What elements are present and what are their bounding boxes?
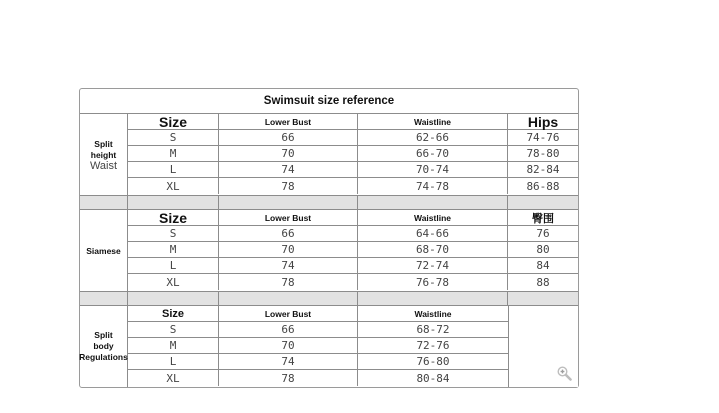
waist-cell: 80-84 <box>416 371 450 385</box>
header-row <box>128 306 508 322</box>
hips-cell: 88 <box>536 275 550 289</box>
table-row <box>128 258 578 274</box>
group-label-line: height <box>90 149 117 160</box>
header-lower-bust: Lower Bust <box>219 114 358 129</box>
group-label-waist: Waist <box>89 159 118 172</box>
group-label-split-height <box>80 114 128 196</box>
bust-cell: 78 <box>219 178 358 194</box>
table-row <box>128 322 508 338</box>
table-row <box>128 226 578 242</box>
hips-cell: 78-80 <box>526 147 560 160</box>
waist-cell: 74-78 <box>358 178 508 194</box>
table-row <box>128 354 508 370</box>
separator-row <box>80 195 578 210</box>
table-row <box>128 178 578 194</box>
header-row <box>128 210 578 226</box>
bust-cell: 78 <box>219 370 358 386</box>
size-cell: XL <box>128 178 219 194</box>
bust-cell: 74 <box>219 354 358 369</box>
header-waistline: Waistline <box>358 210 508 225</box>
size-reference-table <box>79 88 579 388</box>
section-split-height <box>80 114 578 196</box>
group-label-line: Regulations <box>79 352 128 362</box>
size-cell: M <box>128 338 219 353</box>
waist-cell: 76-78 <box>358 274 508 290</box>
group-label-line: Split <box>94 138 113 149</box>
size-cell: S <box>128 130 219 145</box>
hips-cell: 86-88 <box>526 179 560 193</box>
waist-cell: 72-76 <box>416 339 450 352</box>
bust-cell: 70 <box>219 338 358 353</box>
group-label-siamese <box>80 210 128 292</box>
waist-cell: 76-80 <box>416 355 450 368</box>
hips-cell: 82-84 <box>526 163 560 176</box>
waist-cell: 68-70 <box>358 242 508 257</box>
hips-cell: 80 <box>536 243 550 256</box>
group-label-line: body <box>93 341 114 351</box>
separator-row <box>80 291 578 306</box>
header-lower-bust: Lower Bust <box>219 210 358 225</box>
waist-cell: 66-70 <box>358 146 508 161</box>
waist-cell: 68-72 <box>416 323 450 336</box>
size-cell: M <box>128 146 219 161</box>
header-hips: 臀围 <box>532 211 554 225</box>
header-size: Size <box>128 210 219 225</box>
bust-cell: 70 <box>219 242 358 257</box>
bust-cell: 74 <box>219 258 358 273</box>
hips-cell: 74-76 <box>526 131 560 144</box>
bust-cell: 70 <box>219 146 358 161</box>
header-hips: Hips <box>527 113 559 130</box>
table-row <box>128 130 578 146</box>
zoom-in-icon[interactable] <box>556 365 572 381</box>
size-cell: L <box>128 162 219 177</box>
table-title: Swimsuit size reference <box>80 89 578 114</box>
hips-cell: 76 <box>536 227 550 240</box>
size-cell: L <box>128 354 219 369</box>
header-row <box>128 114 578 130</box>
bust-cell: 74 <box>219 162 358 177</box>
group-label-split-body <box>80 306 128 387</box>
header-size: Size <box>128 114 219 129</box>
section-siamese <box>80 210 578 292</box>
header-waistline: Waistline <box>358 114 508 129</box>
header-waistline: Waistline <box>414 308 452 319</box>
size-cell: S <box>128 226 219 241</box>
bust-cell: 66 <box>219 130 358 145</box>
group-label-line: Siamese <box>86 245 121 256</box>
waist-cell: 70-74 <box>358 162 508 177</box>
size-cell: XL <box>128 274 219 290</box>
bust-cell: 78 <box>219 274 358 290</box>
size-cell: M <box>128 242 219 257</box>
header-lower-bust: Lower Bust <box>219 306 358 321</box>
empty-hips-cell <box>508 306 578 387</box>
size-cell: S <box>128 322 219 337</box>
size-cell: XL <box>128 370 219 386</box>
waist-cell: 64-66 <box>358 226 508 241</box>
waist-cell: 62-66 <box>358 130 508 145</box>
table-row <box>128 370 508 386</box>
section-split-body <box>80 306 578 387</box>
table-row <box>128 274 578 290</box>
hips-cell: 84 <box>536 259 550 272</box>
group-label-line: Split <box>94 330 113 340</box>
bust-cell: 66 <box>219 322 358 337</box>
table-row <box>128 338 508 354</box>
size-cell: L <box>128 258 219 273</box>
bust-cell: 66 <box>219 226 358 241</box>
table-row <box>128 242 578 258</box>
table-row <box>128 162 578 178</box>
waist-cell: 72-74 <box>358 258 508 273</box>
header-size: Size <box>128 306 219 321</box>
table-row <box>128 146 578 162</box>
